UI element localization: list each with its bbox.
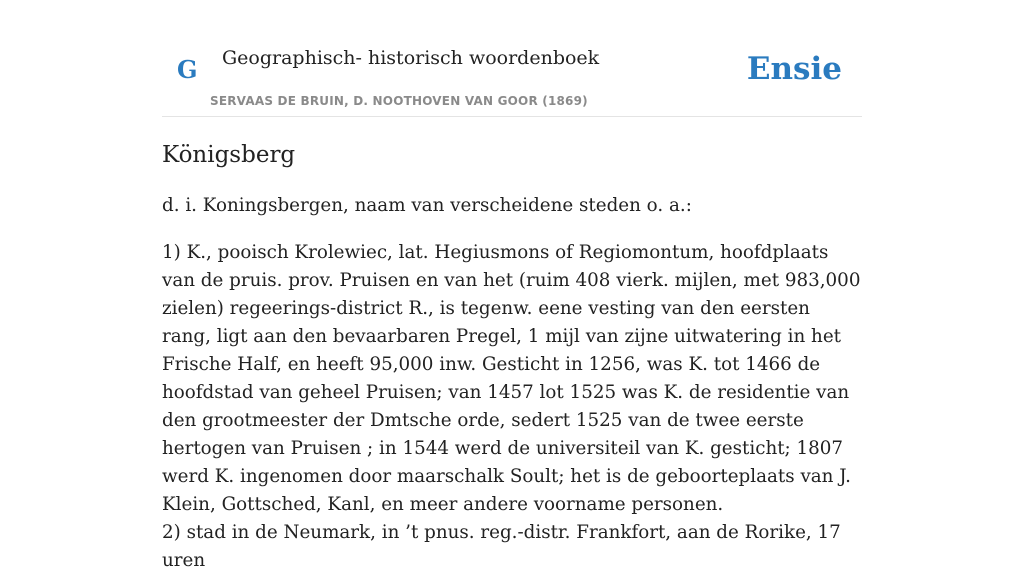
ensie-logo[interactable]: Ensie	[746, 51, 842, 87]
letter-index-link[interactable]: G	[177, 55, 198, 84]
entry-definition-1: 1) K., pooisch Krolewiec, lat. Hegiusmons of Regiomontum, hoofdplaats van de pruis. prov. Pruisen en van het (ruim 408 vierk. mijlen, met 983,000 zielen) regeerings-district R., is tegenw. eene vesting van den eersten rang, ligt aan den bevaarbaren Pregel, 1 mijl van zijne uitwatering in het Frische Half, en heeft 95,000 inw. Gesticht in 1256, was K. tot 1466 de hoofdstad van geheel Pruisen; van 1457 lot 1525 was K. de residentie van den grootmeester der Dmtsche orde, sedert 1525 van de twee eerste hertogen van Pruisen ; in 1544 werd de universiteil van K. gesticht; 1807 werd K. ingenomen door maarschalk Soult; het is de geboorteplaats van J. Klein, Gottsched, Kanl, en meer andere voorname personen.	[162, 242, 861, 515]
entry-content	[162, 140, 862, 575]
book-title-link[interactable]: Geographisch- historisch woordenboek	[222, 47, 600, 69]
entry-definition-2: 2) stad in de Neumark, in ’t pnus. reg.-distr. Frankfort, aan de Rorike, 17 uren	[162, 522, 841, 571]
entry-title: Königsberg	[162, 142, 296, 168]
entry-intro: d. i. Koningsbergen, naam van verscheidene steden o. a.:	[162, 195, 692, 216]
header	[162, 0, 862, 117]
book-authors: SERVAAS DE BRUIN, D. NOOTHOVEN VAN GOOR (1869)	[210, 94, 588, 108]
